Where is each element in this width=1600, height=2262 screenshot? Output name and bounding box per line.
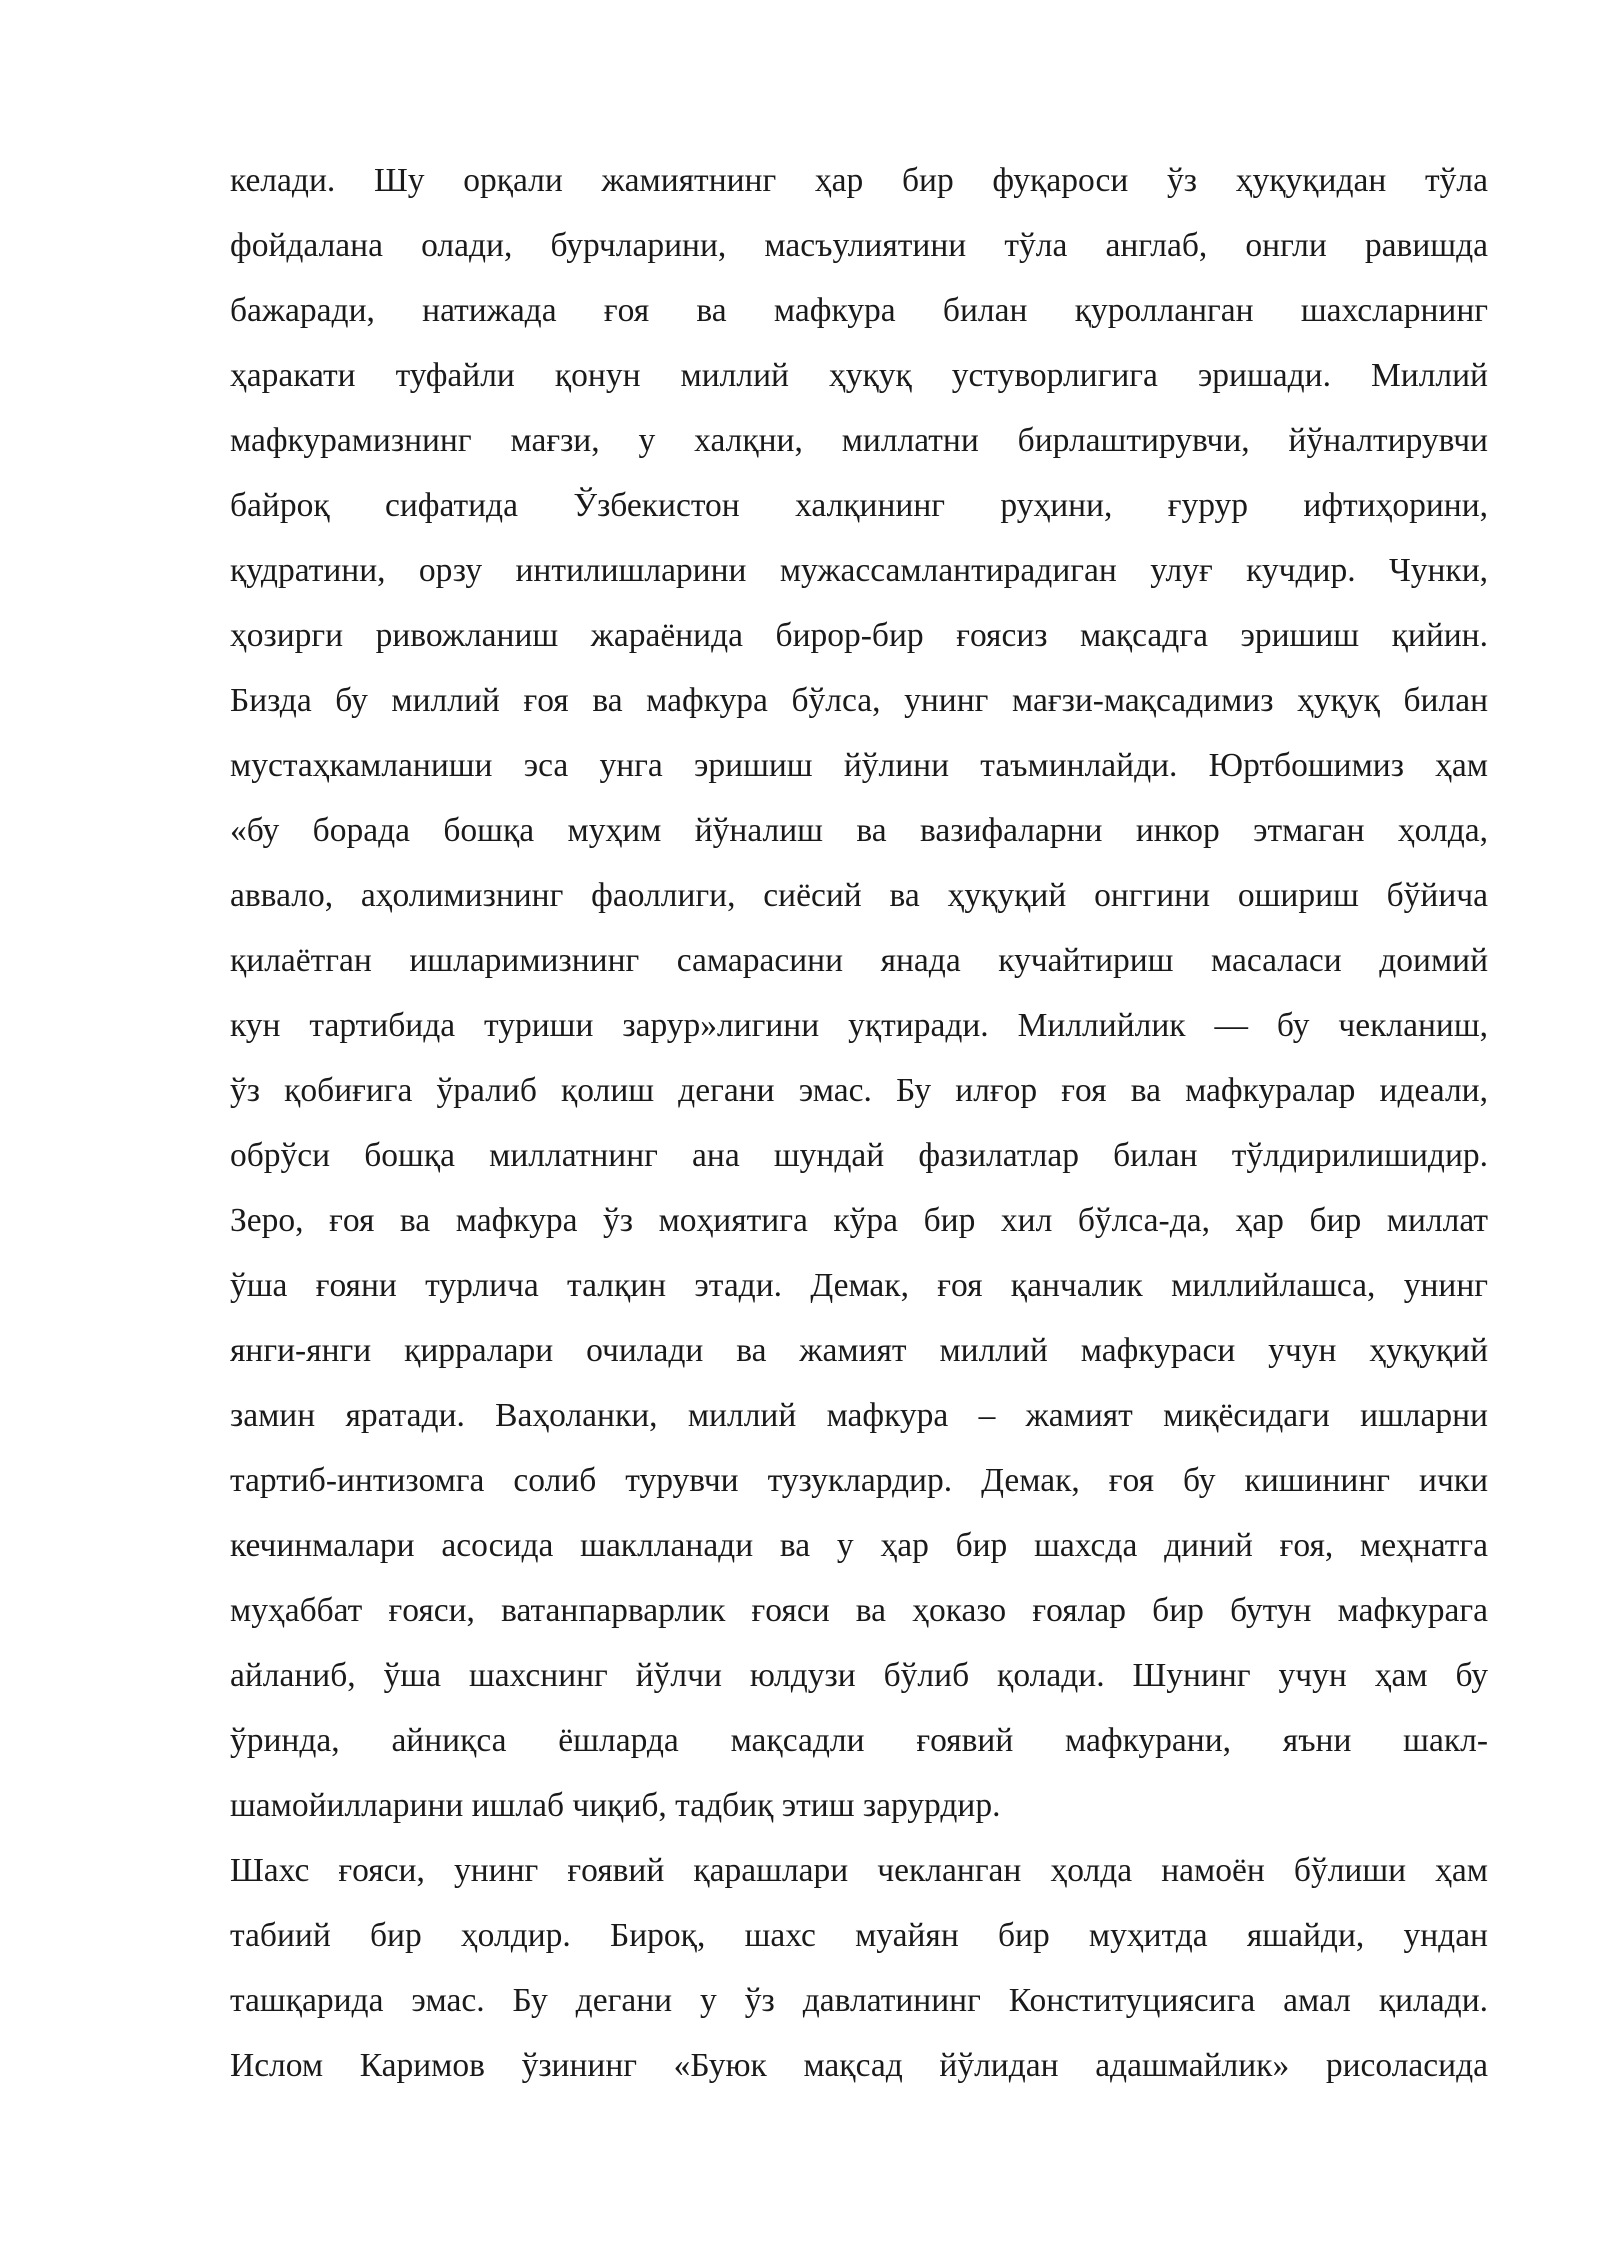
- text-line: фойдалана олади, бурчларини, масъулиятини тўла англаб, онгли равишда: [230, 227, 1488, 264]
- text-line: байроқ сифатида Ўзбекистон халқининг руҳини, ғурур ифтиҳорини,: [230, 487, 1488, 524]
- text-line: мафкурамизнинг мағзи, у халқни, миллатни бирлаштирувчи, йўналтирувчи: [230, 422, 1488, 459]
- paragraph-2: [230, 1838, 1488, 2098]
- text-line: муҳаббат ғояси, ватанпарварлик ғояси ва ҳоказо ғоялар бир бутун мафкурага: [230, 1592, 1488, 1629]
- text-line: айланиб, ўша шахснинг йўлчи юлдузи бўлиб қолади. Шунинг учун ҳам бу: [230, 1657, 1488, 1694]
- body-text: [230, 148, 1488, 2098]
- text-line: Бизда бу миллий ғоя ва мафкура бўлса, унинг мағзи-мақсадимиз ҳуқуқ билан: [230, 682, 1488, 719]
- text-line: қудратини, орзу интилишларини мужассамлантирадиган улуғ кучдир. Чунки,: [230, 552, 1488, 589]
- text-line: янги-янги қирралари очилади ва жамият миллий мафкураси учун ҳуқуқий: [230, 1332, 1488, 1369]
- text-line: ўша ғояни турлича талқин этади. Демак, ғоя қанчалик миллийлашса, унинг: [230, 1267, 1488, 1304]
- text-line: ўринда, айниқса ёшларда мақсадли ғоявий мафкурани, яъни шакл-: [230, 1722, 1488, 1759]
- text-line: табиий бир ҳолдир. Бироқ, шахс муайян бир муҳитда яшайди, ундан: [230, 1917, 1488, 1954]
- text-line: ҳаракати туфайли қонун миллий ҳуқуқ устуворлигига эришади. Миллий: [230, 357, 1488, 394]
- paragraph-1: [230, 148, 1488, 1838]
- text-line: ташқарида эмас. Бу дегани у ўз давлатининг Конституциясига амал қилади.: [230, 1982, 1488, 2019]
- text-line: келади. Шу орқали жамиятнинг ҳар бир фуқароси ўз ҳуқуқидан тўла: [230, 162, 1488, 199]
- text-line: «бу борада бошқа муҳим йўналиш ва вазифаларни инкор этмаган ҳолда,: [230, 812, 1488, 849]
- text-line: ҳозирги ривожланиш жараёнида бирор-бир ғоясиз мақсадга эришиш қийин.: [230, 617, 1488, 654]
- text-line: тартиб-интизомга солиб турувчи тузуклардир. Демак, ғоя бу кишининг ички: [230, 1462, 1488, 1499]
- text-line: кун тартибида туриши зарур»лигини уқтиради. Миллийлик — бу чекланиш,: [230, 1007, 1488, 1044]
- text-line: мустаҳкамланиши эса унга эришиш йўлини таъминлайди. Юртбошимиз ҳам: [230, 747, 1488, 784]
- text-line: Зеро, ғоя ва мафкура ўз моҳиятига кўра бир хил бўлса-да, ҳар бир миллат: [230, 1202, 1488, 1239]
- text-line: замин яратади. Ваҳоланки, миллий мафкура – жамият миқёсидаги ишларни: [230, 1397, 1488, 1434]
- text-line: обрўси бошқа миллатнинг ана шундай фазилатлар билан тўлдирилишидир.: [230, 1137, 1488, 1174]
- text-line: шамойилларини ишлаб чиқиб, тадбиқ этиш зарурдир.: [230, 1787, 1001, 1824]
- text-line: Ислом Каримов ўзининг «Буюк мақсад йўлидан адашмайлик» рисоласида: [230, 2047, 1488, 2084]
- text-line: Шахс ғояси, унинг ғоявий қарашлари чекланган ҳолда намоён бўлиши ҳам: [230, 1852, 1488, 1889]
- text-line: бажаради, натижада ғоя ва мафкура билан қуролланган шахсларнинг: [230, 292, 1488, 329]
- text-line: ўз қобиғига ўралиб қолиш дегани эмас. Бу илғор ғоя ва мафкуралар идеали,: [230, 1072, 1488, 1109]
- text-line: кечинмалари асосида шаклланади ва у ҳар бир шахсда диний ғоя, меҳнатга: [230, 1527, 1488, 1564]
- text-line: қилаётган ишларимизнинг самарасини янада кучайтириш масаласи доимий: [230, 942, 1488, 979]
- text-line: аввало, аҳолимизнинг фаоллиги, сиёсий ва ҳуқуқий онггини ошириш бўйича: [230, 877, 1488, 914]
